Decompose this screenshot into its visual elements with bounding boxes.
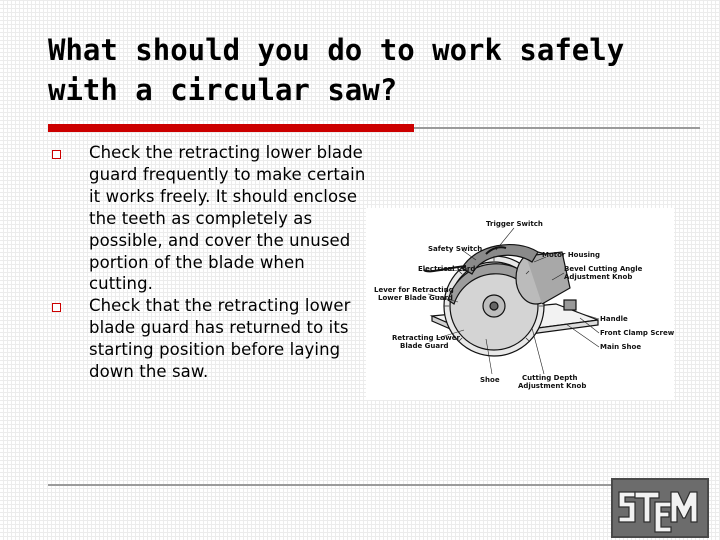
bullet-list xyxy=(50,142,370,383)
bullet-text: Check that the retracting lower blade guard has returned to its starting position before laying down the saw. xyxy=(89,296,351,382)
label-trigger-switch: Trigger Switch xyxy=(486,220,543,228)
slide-title: What should you do to work safely with a circular saw? xyxy=(48,33,625,107)
label-main-shoe: Main Shoe xyxy=(600,343,642,351)
stem-logo-graphic xyxy=(613,480,707,536)
bullet-item xyxy=(50,142,370,295)
label-retracting-guard-line2: Blade Guard xyxy=(400,342,449,350)
label-safety-switch: Safety Switch xyxy=(428,245,483,253)
label-lever-line2: Lower Blade Guard xyxy=(378,294,453,302)
square-bullet-icon xyxy=(52,303,61,312)
title-divider-line xyxy=(414,127,700,129)
title-accent-bar xyxy=(48,124,414,132)
label-shoe: Shoe xyxy=(480,376,500,384)
label-depth-knob-line2: Adjustment Knob xyxy=(518,382,587,390)
label-front-clamp-screw: Front Clamp Screw xyxy=(600,329,674,337)
label-depth-knob-line1: Cutting Depth xyxy=(522,374,578,382)
label-handle: Handle xyxy=(600,315,628,323)
stem-logo xyxy=(611,478,709,538)
footer-divider-line xyxy=(48,484,614,486)
bullet-item xyxy=(50,295,370,383)
circular-saw-diagram xyxy=(366,208,674,400)
bullet-text: Check the retracting lower blade guard frequently to make certain it works freely. It should enclose the teeth as completely as possible, and cover the unused portion of the blade when cutting. xyxy=(89,143,366,294)
circular-saw-illustration xyxy=(366,208,674,400)
label-electrical-cord: Electrical Cord xyxy=(418,265,476,273)
label-bevel-knob-line2: Adjustment Knob xyxy=(564,273,633,281)
label-bevel-knob-line1: Bevel Cutting Angle xyxy=(564,265,643,273)
label-retracting-guard-line1: Retracting Lower xyxy=(392,334,460,342)
label-lever-line1: Lever for Retracting xyxy=(374,286,454,294)
label-motor-housing: Motor Housing xyxy=(542,251,601,259)
square-bullet-icon xyxy=(52,150,61,159)
